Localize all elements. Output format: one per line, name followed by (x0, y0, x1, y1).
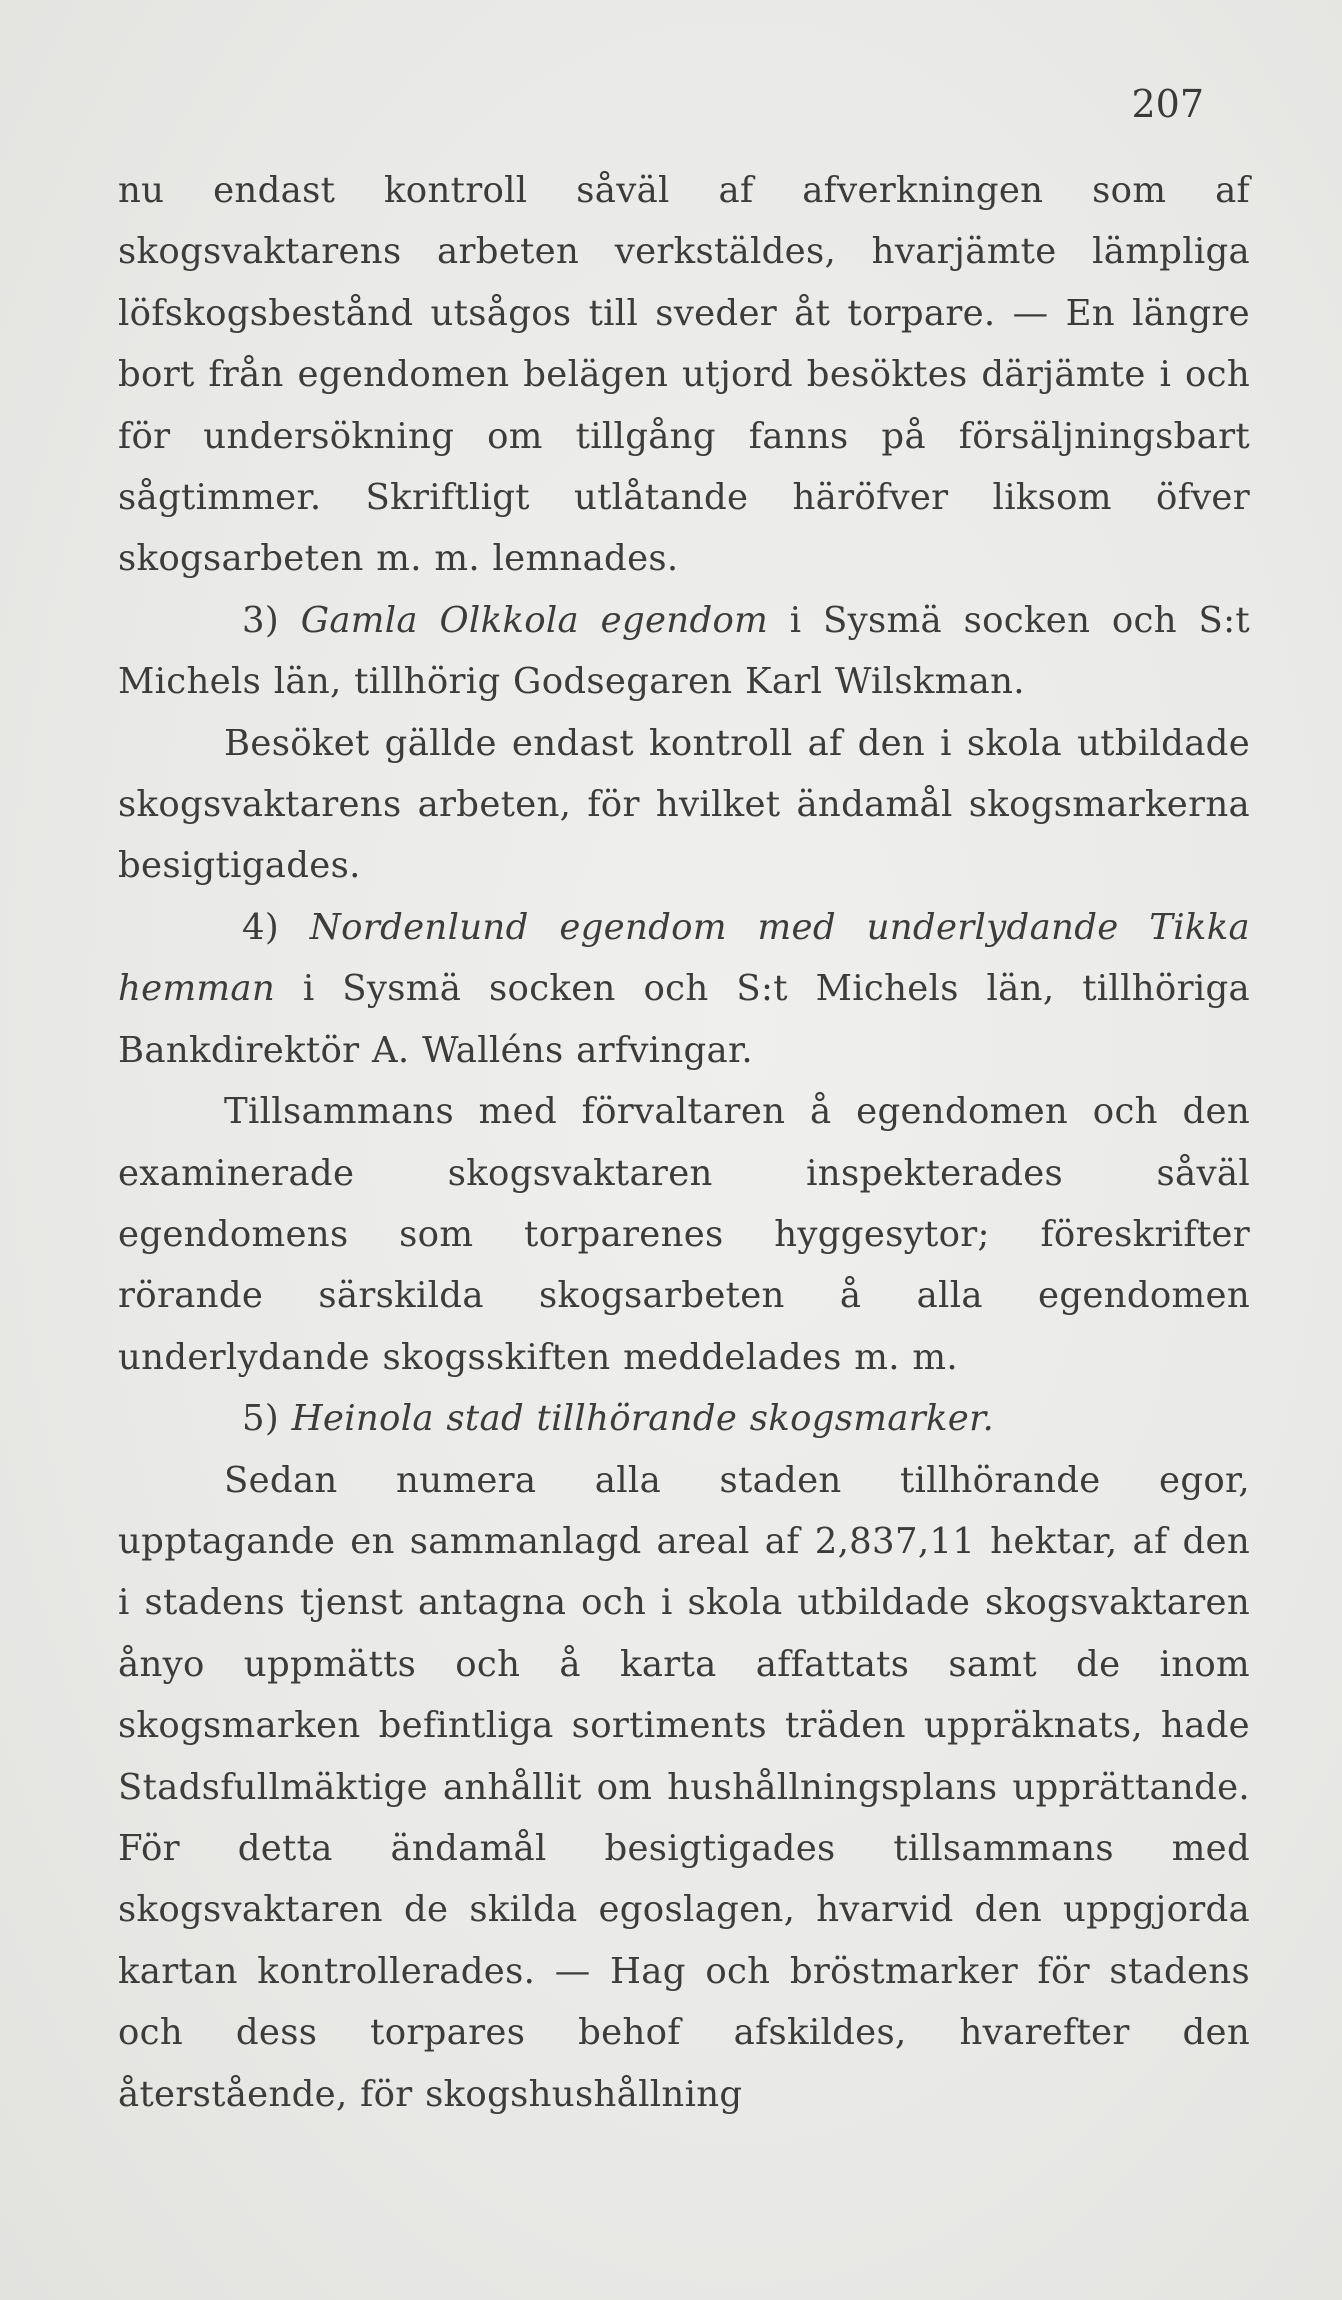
paragraph (118, 1450, 1250, 2125)
paragraph (118, 1081, 1250, 1388)
list-item-5 (118, 1388, 1250, 1449)
paragraph-text: Besöket gällde endast kontroll af den i skola utbildade skogsvaktarens arbeten, för hvilket ändamål skogsmarkerna besigtigades. (118, 722, 1250, 887)
item-number: 3) (242, 599, 280, 641)
body-text (118, 160, 1250, 2125)
paragraph (118, 713, 1250, 897)
item-number: 5) (242, 1398, 280, 1440)
item-text: i Sysmä socken och S:t Michels län, tillhörig Godsegaren Karl Wilskman. (118, 599, 1250, 703)
paragraph-continuation (118, 160, 1250, 590)
item-text: i Sysmä socken och S:t Michels län, tillhöriga Bankdirektör A. Walléns arfvingar. (118, 968, 1250, 1071)
item-title: Gamla Olkkola egendom (300, 599, 769, 641)
paragraph-text: Sedan numera alla staden tillhörande egor, upptagande en sammanlagd areal af 2,837,11 hektar, af den i stadens tjenst antagna och i skola utbildade skogsvaktaren ånyo uppmätts och å karta affattats samt de inom skogsmarken befintliga sortiments träden uppräknats, hade Stadsfullmäktige anhållit om hushållningsplans upprättande. För detta ändamål besigtigades tillsammans med skogsvaktaren de skilda egoslagen, hvarvid den uppgjorda kartan kontrollerades. — Hag och bröstmarker för stadens och dess torpares behof afskildes, hvarefter den återstående, för skogshushållning (118, 1459, 1250, 2115)
list-item-3 (118, 590, 1250, 713)
paragraph-text: Tillsammans med förvaltaren å egendomen och den examinerade skogsvaktaren inspekterades såväl egendomens som torparenes hyggesytor; föreskrifter rörande särskilda skogsarbeten å alla egendomen underlydande skogsskiften meddelades m. m. (118, 1091, 1250, 1378)
item-title: Heinola stad tillhörande skogsmarker. (291, 1398, 995, 1440)
item-title: Nordenlund egendom med underlydande Tikka hemman (118, 906, 1250, 1010)
item-number: 4) (242, 906, 280, 948)
page-number: 207 (1131, 82, 1204, 126)
list-item-4 (118, 897, 1250, 1081)
paragraph-text: nu endast kontroll såväl af afverkningen som af skogsvaktarens arbeten verkstäldes, hvarjämte lämpliga löfskogsbestånd utsågos till sveder åt torpare. — En längre bort från egendomen belägen utjord besöktes därjämte i och för undersökning om tillgång fanns på försäljningsbart sågtimmer. Skriftligt utlåtande häröfver liksom öfver skogsarbeten m. m. lemnades. (118, 170, 1250, 580)
